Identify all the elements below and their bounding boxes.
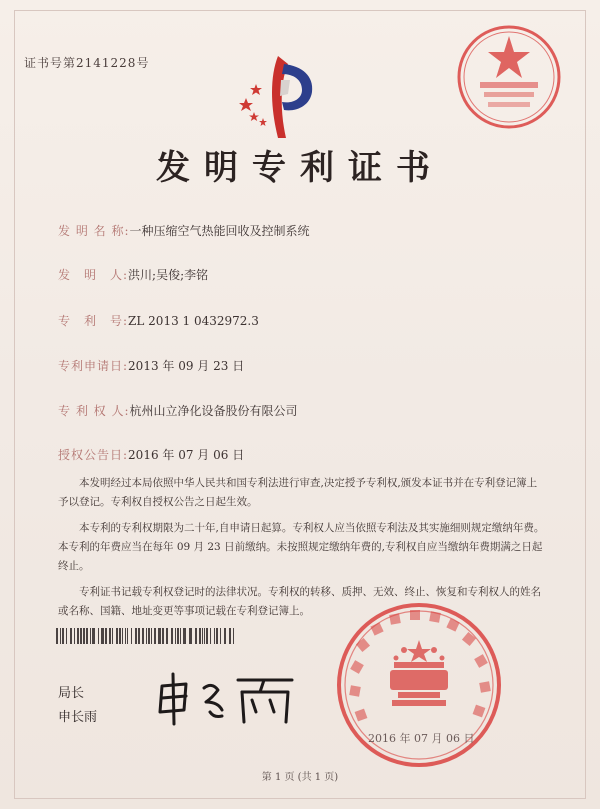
grant-date-row [58,446,244,463]
invention-name-label: 发 明 名 称: [58,224,130,238]
body-paragraph-1: 本发明经过本局依照中华人民共和国专利法进行审查,决定授予专利权,颁发本证书并在专利登记簿上予以登记。专利权自授权公告之日起生效。 [58,477,538,508]
barcode-bar [125,628,126,644]
barcode-bar [131,628,132,644]
barcode [56,628,236,644]
inventors-label: 发 明 人: [58,268,129,282]
patentee-row [58,402,298,419]
barcode-bar [66,628,67,644]
director-name: 申长雨 [58,710,98,725]
filing-date-label: 专利申请日: [58,359,129,373]
filing-date-row [58,357,244,374]
filing-date-value: 2013 年 09 月 23 日 [128,359,245,373]
barcode-bar [122,628,123,644]
barcode-bar [220,628,221,644]
barcode-bar [148,628,150,644]
barcode-bar [135,628,137,644]
barcode-bar [116,628,118,644]
barcode-bar [83,628,85,644]
barcode-bar [202,628,203,644]
proxy-seal-stamp [454,22,564,132]
barcode-bar [86,628,88,644]
seal-date: 2016 年 07 月 06 日 [368,732,475,745]
barcode-bar [56,628,58,644]
barcode-bar [127,628,128,644]
barcode-bar [158,628,161,644]
barcode-bar [195,628,197,644]
barcode-bar [229,628,231,644]
logo-stars [239,84,267,126]
barcode-bar [98,628,99,644]
barcode-bar [233,628,234,644]
body-paragraph-3: 专利证书记载专利权登记时的法律状况。专利权的转移、质押、无效、终止、恢复和专利权人的姓名或名称、国籍、地址变更等事项记载在专利登记簿上。 [58,586,541,617]
patent-number-value: ZL 2013 1 0432972.3 [128,314,259,328]
barcode-bar [162,628,164,644]
barcode-bar [74,628,75,644]
certificate-title: 发明专利证书 [156,148,444,188]
barcode-bar [70,628,72,644]
barcode-bar [206,628,208,644]
barcode-bar [189,628,192,644]
invention-name-value: 一种压缩空气热能回收及控制系统 [129,224,310,238]
barcode-bar [146,628,147,644]
barcode-bar [105,628,107,644]
body-paragraph-2: 本专利的专利权期限为二十年,自申请日起算。专利权人应当依照专利法及其实施细则规定缴纳年费。本专利的年费应当在每年 09 月 23 日前缴纳。未按照规定缴纳年费的,专利权自应当缴纳年费期满之日起终止。 [58,522,545,572]
inventors-row [58,266,208,283]
handwritten-signature [152,668,302,728]
barcode-bar [154,628,156,644]
barcode-bar [142,628,144,644]
barcode-bar [112,628,113,644]
barcode-bar [151,628,152,644]
barcode-bar [166,628,168,644]
barcode-bar [216,628,218,644]
barcode-bar [92,628,95,644]
certificate-number: 证书号第2141228号 [24,56,150,70]
patent-number-row [58,312,259,329]
barcode-bar [60,628,61,644]
barcode-bar [138,628,140,644]
barcode-bar [90,628,91,644]
barcode-bar [183,628,186,644]
barcode-bar [80,628,82,644]
barcode-bar [171,628,173,644]
grant-date-value: 2016 年 07 月 06 日 [128,448,245,462]
barcode-bar [210,628,211,644]
barcode-bar [77,628,79,644]
barcode-bar [109,628,111,644]
barcode-bar [62,628,64,644]
barcode-bar [101,628,104,644]
patent-office-logo-icon [232,46,328,142]
grant-date-label: 授权公告日: [58,448,129,462]
barcode-bar [204,628,205,644]
patentee-value: 杭州山立净化设备股份有限公司 [129,404,298,418]
barcode-bar [177,628,179,644]
barcode-bar [214,628,215,644]
barcode-bar [175,628,176,644]
barcode-bar [224,628,226,644]
inventors-value: 洪川;吴俊;李铭 [128,268,209,282]
barcode-bar [199,628,201,644]
director-title: 局长 [58,686,85,701]
barcode-bar [119,628,121,644]
invention-name-row [58,222,310,239]
barcode-bar [180,628,181,644]
patent-number-label: 专 利 号: [58,314,129,328]
page-number: 第 1 页 (共 1 页) [261,772,339,783]
patentee-label: 专 利 权 人: [58,404,130,418]
